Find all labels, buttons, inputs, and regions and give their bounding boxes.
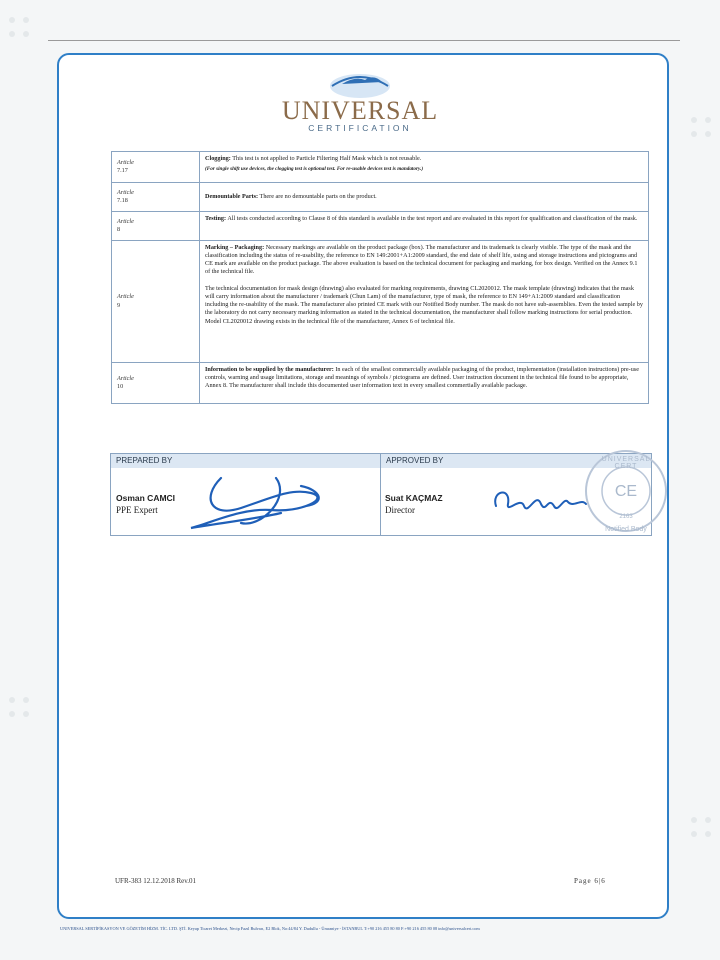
article-text: There are no demountable parts on the product. bbox=[259, 192, 377, 200]
preparer-role: PPE Expert bbox=[116, 505, 158, 515]
articles-table bbox=[111, 151, 649, 404]
article-content bbox=[200, 183, 649, 212]
table-row bbox=[112, 363, 649, 404]
article-cell bbox=[112, 363, 200, 404]
globe-logo-icon bbox=[270, 68, 450, 98]
article-title: Marking – Packaging: bbox=[205, 244, 265, 251]
article-content bbox=[200, 212, 649, 241]
article-cell bbox=[112, 212, 200, 241]
article-title: Clogging: bbox=[205, 155, 231, 162]
preparer-signature-icon bbox=[181, 468, 341, 538]
preparer-name: Osman CAMCI bbox=[116, 493, 176, 503]
approver-name: Suat KAÇMAZ bbox=[385, 493, 443, 503]
table-row bbox=[112, 152, 649, 183]
table-row bbox=[112, 212, 649, 241]
table-row bbox=[112, 241, 649, 363]
approver-role: Director bbox=[385, 505, 415, 515]
stamp-top-text: UNIVERSAL CERT bbox=[601, 456, 651, 470]
article-text-continued: The technical documentation for mask design (drawing) also evaluated for marking requirements, drawing CL2020012. The mask template (drawing) indicates that the mask will carry information about the manufacturer / trademark (Chun Lam) of the manufacturer, type of mask, the reference to EN 149+A1:2009 standard and classification including the re-usability of the mask. The manufacturer also printed CE mark with our Notified Body number. The mask do not have sub-assemblies. Even the tested sample by the laboratory do not carry necessary marking information as stated in the technical documentation, the manufacturer shall follow marking instructions for serial production. Model CL2020012 drawing exists in the technical file of the manufacturer, Annex 6 of technical file. bbox=[205, 285, 643, 325]
article-content bbox=[200, 152, 649, 183]
article-number: 9 bbox=[117, 301, 121, 309]
logo-wordmark: UNIVERSAL bbox=[281, 96, 439, 125]
article-cell bbox=[112, 152, 200, 183]
article-cell bbox=[112, 241, 200, 363]
svg-text:CE: CE bbox=[614, 483, 638, 500]
signature-divider bbox=[380, 454, 381, 535]
signature-box bbox=[110, 453, 652, 536]
article-note: (For single shift use devices, the clogging test is optional test. For re-usable devices test is mandatory.) bbox=[205, 166, 424, 173]
company-address-line: UNIVERSAL SERTİFİKASYON VE GÖZETİM HİZM. TİC. LTD. ŞTİ. Keyap Ticaret Merkezi, Necip Fazıl Bulvarı, E2 Blok, No:44/84 Y. Dudullu - Ümraniye - İSTANBUL T:+90 216 455 80 80 F:+90 216 455 80 08 info@universalcert.com bbox=[60, 926, 480, 931]
article-text: In each of the smallest commercially available packaging of the product, implementation (installation instructions) pre-use controls, warning and usage limitations, storage and meanings of symbols / pictograms are defined. User instruction document in the technical file found to be appropriate, Annex 8. The manufacturer shall include this documented user information text in every smallest commertially available package. bbox=[205, 366, 639, 390]
article-title: Testing: bbox=[205, 215, 227, 222]
company-logo bbox=[270, 68, 450, 138]
stamp-bottom-text: Notified Body bbox=[605, 526, 647, 533]
article-title: Information to be supplied by the manufacturer: bbox=[205, 366, 334, 373]
article-text: Necessary markings are available on the product package (box). The manufacturer and its trademark is clearly visible. The type of the mask and the classification including the status of re-usability, the reference to EN 149:2001+A1:2009 standard, the end date of shelf life, using and storage instructions and pictograms and CE mark are available on the product package. The above evaluation is based on the technical document for packaging and marking, for box design. Verified on the Annex 9.1 of the technical file. bbox=[205, 244, 638, 276]
article-label: Article bbox=[117, 188, 134, 196]
table-row bbox=[112, 183, 649, 212]
article-content bbox=[200, 241, 649, 363]
page-number: Page 6|6 bbox=[574, 877, 606, 885]
document-reference: UFR-383 12.12.2018 Rev.01 bbox=[115, 877, 197, 885]
article-number: 7.17 bbox=[117, 167, 128, 174]
article-content bbox=[200, 363, 649, 404]
article-title: Demountable Parts: bbox=[205, 192, 259, 200]
article-cell bbox=[112, 183, 200, 212]
article-number: 10 bbox=[117, 383, 124, 390]
article-number: 7.18 bbox=[117, 197, 128, 204]
article-label: Article bbox=[117, 374, 134, 382]
approver-signature-icon bbox=[486, 476, 596, 526]
article-label: Article bbox=[117, 217, 134, 225]
article-label: Article bbox=[117, 293, 134, 301]
article-text: This test is not applied to Particle Filtering Half Mask which is not reusable. bbox=[232, 155, 422, 162]
article-text: All tests conducted according to Clause 8 of this standard is available in the test report and are evaluated in this report for qualification and classification of the mask. bbox=[227, 215, 638, 222]
top-rule bbox=[48, 40, 680, 41]
stamp-number: 2163 bbox=[619, 514, 633, 520]
approved-by-header: APPROVED BY bbox=[381, 454, 651, 468]
prepared-by-header: PREPARED BY bbox=[111, 454, 381, 468]
article-label: Article bbox=[117, 158, 134, 166]
logo-subtitle: CERTIFICATION bbox=[308, 123, 412, 133]
article-number: 8 bbox=[117, 226, 121, 233]
